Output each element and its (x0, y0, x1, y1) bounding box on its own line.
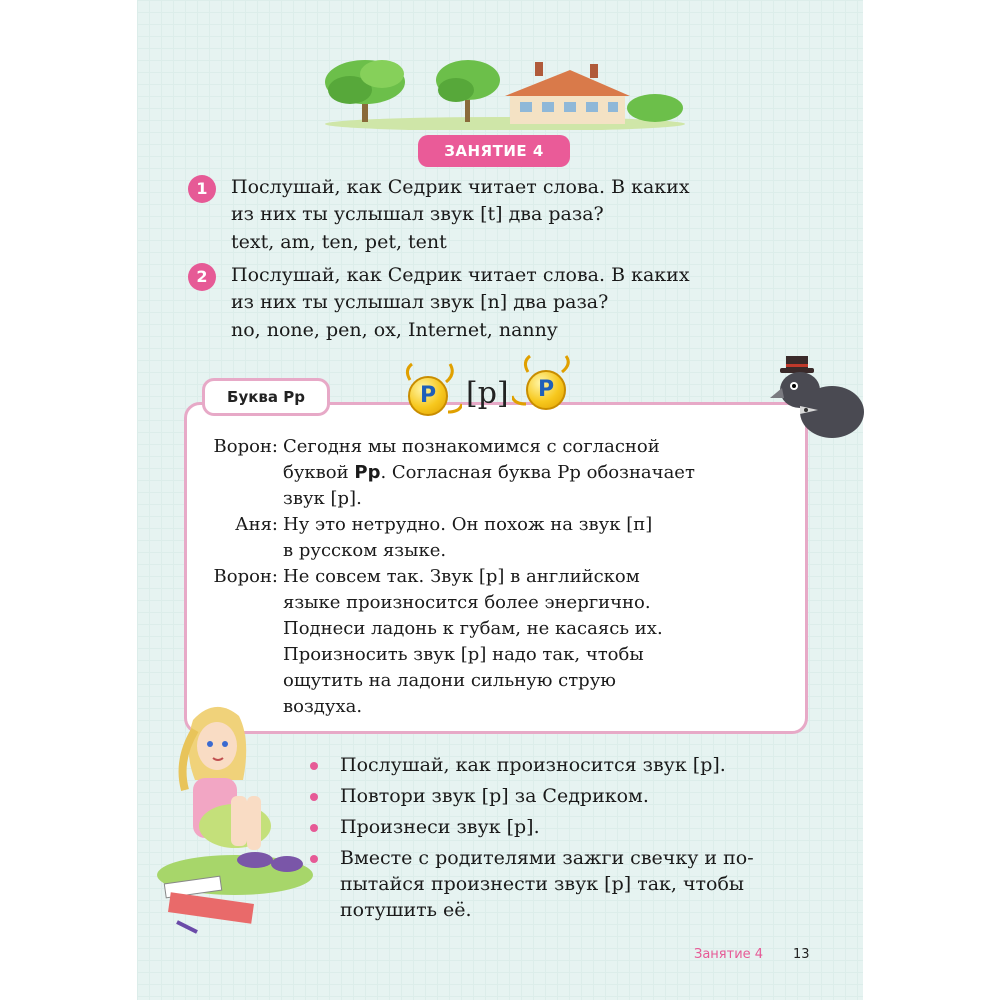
letter-p-character-right: P (526, 370, 566, 410)
exercise-1-words: text, am, ten, pet, tent (231, 231, 447, 253)
girl-illustration (155, 700, 315, 935)
dialogue-3-line-2: языке произносится более энергично. (283, 592, 651, 613)
exercise-1-number: 1 (188, 175, 216, 203)
letter-rr-bold: Рр (354, 462, 381, 483)
bullet-4-line-2: пытайся произнести звук [p] так, чтобы (340, 873, 745, 895)
bullet-4-line-3: потушить её. (340, 899, 472, 921)
exercise-1-instruction-line-1: Послушай, как Седрик читает слова. В каких (231, 176, 690, 198)
letter-rr-tab: Буква Рр (202, 378, 330, 416)
bullet-2-line-1: Повтори звук [p] за Седриком. (340, 785, 649, 807)
dialogue-3-line-5: ощутить на ладони сильную струю (283, 670, 616, 691)
dialogue-3-line-3: Поднеси ладонь к губам, не касаясь их. (283, 618, 663, 639)
exercise-2-instruction-line-1: Послушай, как Седрик читает слова. В каких (231, 264, 690, 286)
exercise-2-words: no, none, pen, ox, Internet, nanny (231, 319, 558, 341)
lesson-badge: ЗАНЯТИЕ 4 (418, 135, 570, 167)
bullet-1-marker (310, 762, 318, 770)
page-number: 13 (793, 947, 810, 962)
exercise-1-instruction-line-2: из них ты услышал звук [t] два раза? (231, 203, 604, 225)
dialogue-3-line-6: воздуха. (283, 696, 363, 717)
dialogue-1-line-2 (283, 460, 695, 486)
raven-illustration (770, 350, 864, 442)
house-trees-illustration (320, 50, 690, 130)
exercise-2-instruction-line-2: из них ты услышал звук [n] два раза? (231, 291, 609, 313)
exercise-2-number: 2 (188, 263, 216, 291)
letter-character-arms-right (512, 352, 576, 422)
dialogue-1-line-1: Сегодня мы познакомимся с согласной (283, 436, 660, 457)
speaker-anya: Аня: (234, 514, 278, 535)
dialogue-2-line-2: в русском языке. (283, 540, 447, 561)
bullet-1-line-1: Послушай, как произносится звук [p]. (340, 754, 726, 776)
dialogue-1-line-3: звук [p]. (283, 488, 362, 509)
dialogue-1-line-2-prefix: буквой (283, 462, 355, 483)
dialogue-3-line-4: Произносить звук [p] надо так, чтобы (283, 644, 644, 665)
dialogue-2-line-1: Ну это нетрудно. Он похож на звук [п] (283, 514, 653, 535)
bullet-3-line-1: Произнеси звук [p]. (340, 816, 540, 838)
footer-lesson-label: Занятие 4 (694, 947, 764, 962)
bullet-4-marker (310, 855, 318, 863)
letter-p-character-left: P (408, 376, 448, 416)
speaker-raven-1: Ворон: (213, 436, 278, 457)
bullet-2-marker (310, 793, 318, 801)
transcription-p: [p] (466, 376, 509, 411)
dialogue-3-line-1: Не совсем так. Звук [p] в английском (283, 566, 640, 587)
dialogue-1-line-2-suffix: . Согласная буква Рр обозначает (380, 462, 695, 483)
speaker-raven-2: Ворон: (213, 566, 278, 587)
letter-character-arms-left (398, 360, 462, 430)
bullet-4-line-1: Вместе с родителями зажги свечку и по- (340, 847, 754, 869)
bullet-3-marker (310, 824, 318, 832)
